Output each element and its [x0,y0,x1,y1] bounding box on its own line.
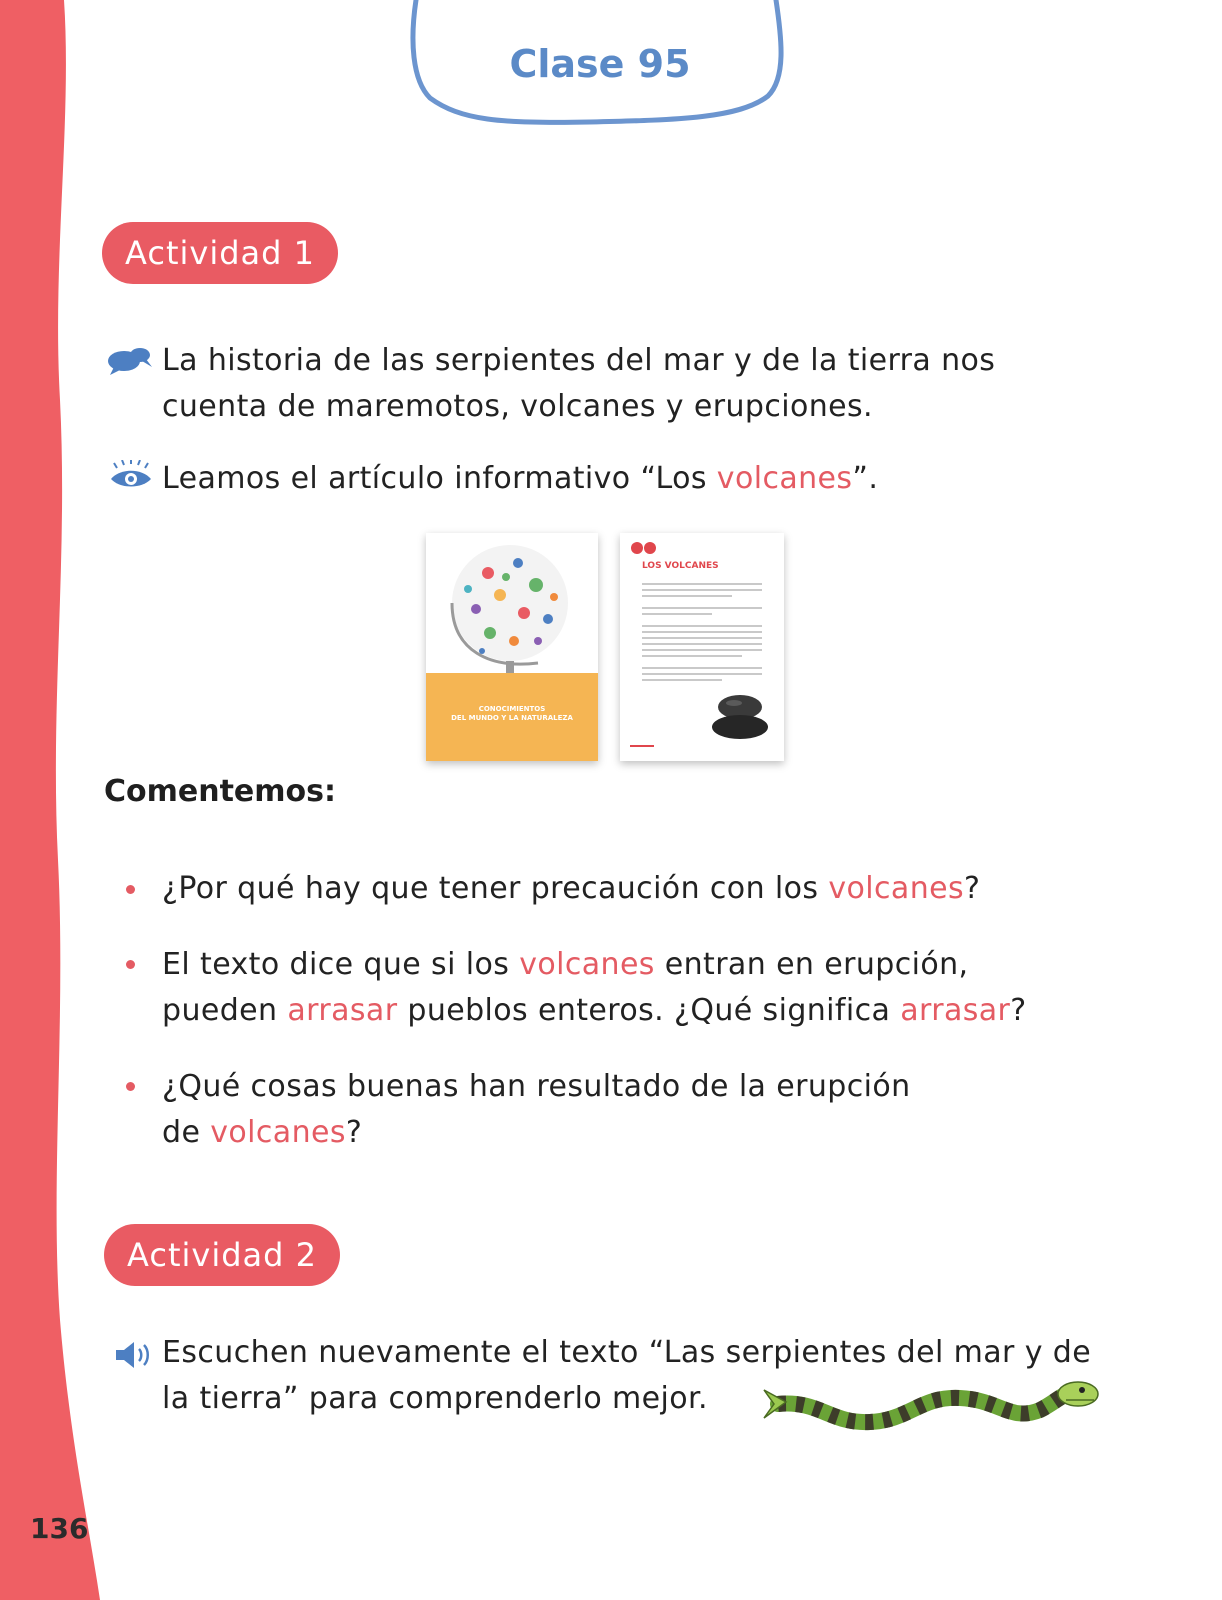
question-3-line-1: ¿Qué cosas buenas han resultado de la erupción [162,1069,911,1104]
question-3-line-2 [162,1110,911,1156]
article-text-line [642,595,732,597]
activity-1-badge: Actividad 1 [102,222,338,284]
article-text-line [642,679,722,681]
article-text-line [642,589,762,591]
activity-2-badge: Actividad 2 [104,1224,340,1286]
article-text-line [642,607,762,609]
read-highlight: volcanes [716,461,853,496]
article-title: LOS VOLCANES [642,561,719,571]
book-cover-title [426,705,598,723]
question-2-end: ? [1010,993,1027,1028]
read-text-end: ”. [852,461,879,496]
article-footer-mark [630,745,654,747]
article-text-line [642,667,762,669]
question-2-highlight: arrasar [287,993,398,1028]
bullet [126,960,135,969]
article-text-line [642,643,762,645]
bullet [126,885,135,894]
intro-line-1: La historia de las serpientes del mar y de la tierra nos [162,343,996,378]
article-text-line [642,583,762,585]
page-number: 136 [30,1512,89,1545]
article-text-line [642,613,712,615]
listen-line-1: Escuchen nuevamente el texto “Las serpientes del mar y de [162,1335,1092,1370]
snake-illustration [760,1372,1100,1442]
article-text-line [642,631,762,633]
globe-illustration [426,533,598,693]
read-text: Leamos el artículo informativo “Los [162,461,717,496]
question-2 [162,942,1027,1034]
volcanic-rock-illustration [708,691,772,741]
question-2-line-2 [162,988,1027,1034]
question-1 [162,866,980,912]
article-text-line [642,655,742,657]
eye-icon [108,460,154,492]
article-text-line [642,673,762,675]
speaker-icon [114,1340,154,1370]
question-3-highlight: volcanes [210,1115,346,1150]
side-band [0,0,110,1600]
read-instruction [162,456,878,502]
book-cover-image [426,533,598,761]
question-2-highlight: volcanes [519,947,655,982]
listen-line-2: la tierra” para comprenderlo mejor. [162,1381,708,1416]
intro-paragraph [162,338,995,430]
question-2-line-1 [162,942,1027,988]
book-cover-title-line-1: CONOCIMIENTOS [478,705,546,713]
speech-bubbles-icon [106,345,156,377]
question-2-highlight: arrasar [900,993,1011,1028]
intro-line-2: cuenta de maremotos, volcanes y erupciones. [162,389,873,424]
bullet [126,1082,135,1091]
question-3-text: de [162,1115,211,1150]
question-1-end: ? [964,871,981,906]
question-3 [162,1064,911,1156]
article-text-line [642,649,762,651]
article-text-line [642,637,762,639]
class-title: Clase 95 [509,42,691,86]
question-1-text: ¿Por qué hay que tener precaución con los [162,871,829,906]
book-cover-title-line-2: DEL MUNDO Y LA NATURALEZA [451,714,573,722]
article-text-line [642,625,762,627]
question-3-end: ? [345,1115,363,1150]
question-1-highlight: volcanes [828,871,964,906]
question-2-text: El texto dice que si los [162,947,520,982]
question-2-text: entran en erupción, [654,947,969,982]
comentemos-heading: Comentemos: [104,774,337,809]
article-logo-icon [630,541,660,555]
question-2-text: pueden [162,993,288,1028]
question-2-text: pueblos enteros. ¿Qué significa [397,993,901,1028]
article-page-image [620,533,784,761]
